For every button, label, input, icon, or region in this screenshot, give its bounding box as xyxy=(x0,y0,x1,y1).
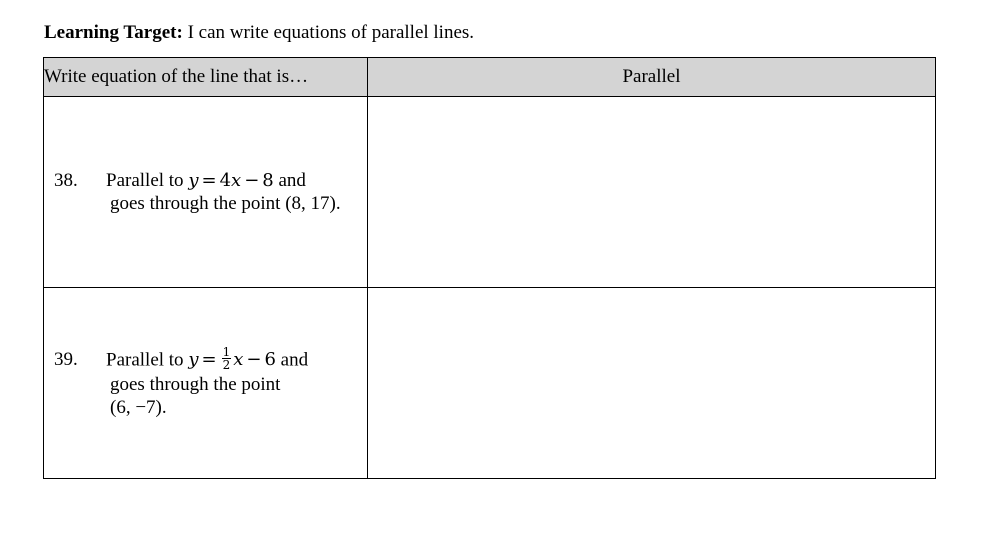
equation: y = $\frac{1}{2}$ x − 6 xyxy=(188,344,276,372)
problem-rest: goes through the point (8, 17). xyxy=(110,193,341,214)
problem-after: and xyxy=(273,170,306,191)
problem-lead: Parallel to xyxy=(106,349,189,370)
table-row xyxy=(44,97,936,288)
header-problem: Write equation of the line that is… xyxy=(44,58,368,97)
equation: y = 4x − 8 xyxy=(188,170,274,191)
answer-cell-38[interactable] xyxy=(368,97,936,288)
problem-after: and xyxy=(275,349,309,370)
problem-cell-38 xyxy=(44,97,368,288)
problem-38 xyxy=(44,169,367,215)
table-header-row xyxy=(44,58,936,97)
learning-target-text: I can write equations of parallel lines. xyxy=(182,22,475,43)
table-row xyxy=(44,288,936,479)
learning-target-label: Learning Target: xyxy=(44,22,183,43)
problem-number: 38. xyxy=(54,170,78,191)
problem-lead: Parallel to xyxy=(106,170,189,191)
answer-cell-39[interactable] xyxy=(368,288,936,479)
header-parallel: Parallel xyxy=(368,58,936,97)
problem-rest-line2: (6, −7). xyxy=(110,396,167,418)
problem-cell-39 xyxy=(44,288,368,479)
problem-39 xyxy=(44,344,367,419)
worksheet-table xyxy=(43,57,936,479)
problem-rest-line1: goes through the point xyxy=(110,373,281,395)
fraction: $\frac{1}{2}$ xyxy=(222,344,231,372)
problem-number: 39. xyxy=(54,348,78,370)
learning-target xyxy=(44,22,474,44)
